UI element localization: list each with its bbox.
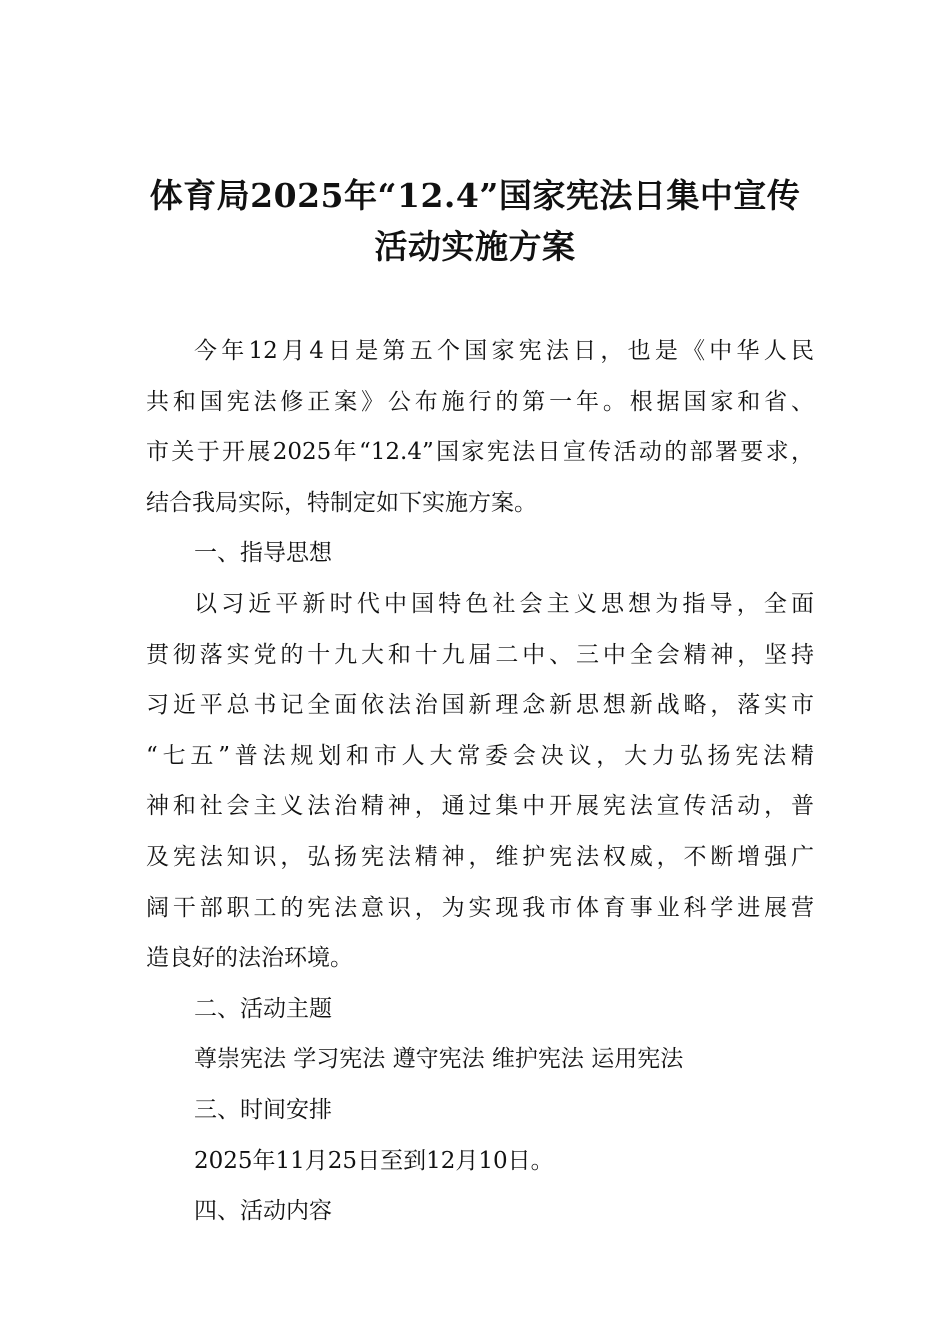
text-line: 共和国宪法修正案》公布施行的第一年。根据国家和省、 (146, 388, 814, 415)
text-line: 及宪法知识，弘扬宪法精神，维护宪法权威，不断增强广 (146, 843, 814, 870)
section-heading: 四、活动内容 (194, 1198, 332, 1225)
document-title (140, 170, 810, 271)
paragraph-guiding-ideology (146, 579, 814, 984)
text-line: 尊崇宪法 学习宪法 遵守宪法 维护宪法 运用宪法 (194, 1046, 684, 1073)
text-line: 阔干部职工的宪法意识，为实现我市体育事业科学进展营 (146, 894, 814, 921)
section-heading-schedule (146, 1085, 814, 1136)
text-line: 市关于开展2025年“12.4”国家宪法日宣传活动的部署要求， (146, 439, 814, 466)
section-heading: 一、指导思想 (194, 540, 332, 567)
text-line: 以习近平新时代中国特色社会主义思想为指导，全面 (194, 590, 814, 617)
paragraph-intro (146, 326, 814, 528)
section-heading: 三、时间安排 (194, 1096, 332, 1123)
title-line-2: 活动实施方案 (374, 226, 576, 266)
text-line: 今年12月4日是第五个国家宪法日，也是《中华人民 (194, 338, 814, 364)
text-line: 神和社会主义法治精神，通过集中开展宪法宣传活动，普 (146, 793, 814, 820)
text-line: 贯彻落实党的十九大和十九届二中、三中全会精神，坚持 (146, 641, 814, 668)
text-line: 2025年11月25日至到12月10日。 (194, 1147, 554, 1174)
section-heading-guiding-ideology (146, 528, 814, 579)
section-heading: 二、活动主题 (194, 995, 332, 1022)
paragraph-theme (146, 1034, 814, 1085)
text-line: 习近平总书记全面依法治国新理念新思想新战略，落实市 (146, 692, 814, 719)
text-line: 结合我局实际，特制定如下实施方案。 (146, 489, 537, 516)
section-heading-content (146, 1186, 814, 1237)
section-heading-theme (146, 984, 814, 1035)
text-line: 造良好的法治环境。 (146, 945, 353, 972)
document-body (146, 326, 814, 1237)
text-line: “七五”普法规划和市人大常委会决议，大力弘扬宪法精 (146, 742, 814, 769)
title-line-1: 体育局2025年“12.4”国家宪法日集中宣传 (149, 176, 801, 215)
paragraph-schedule (146, 1136, 814, 1187)
